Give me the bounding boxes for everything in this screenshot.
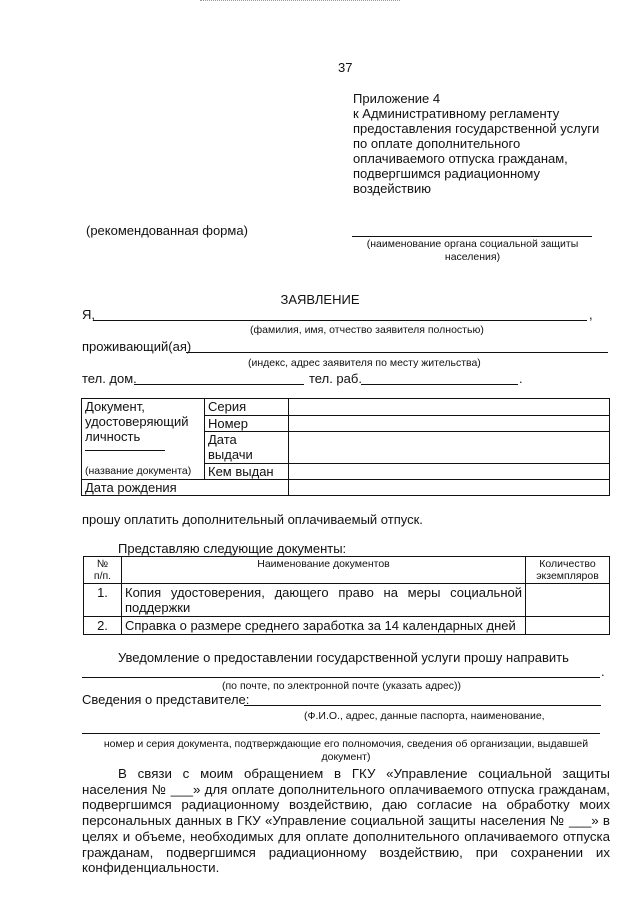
id-doc-label: личность (85, 429, 141, 444)
series-value[interactable] (289, 399, 610, 416)
consent-paragraph: В связи с моим обращением в ГКУ «Управление социальной защиты населения № ___» для оплате дополнительного оплачиваемого отпуска гражданам, подвергшимся радиационному воздействию, даю согласие на обработку моих персональных данных в ГКУ «Управление социальной защиты населения № ___» в целях и объеме, необходимых для оплате дополнительного оплачиваемого отпуска гражданам, подвергшимся радиационному воздействию, при сохранении их конфиденциальности. (82, 766, 610, 876)
address-caption: (индекс, адрес заявителя по месту жительства) (248, 357, 481, 369)
notice-text: Уведомление о предоставлении государственной услуги прошу направить (118, 650, 569, 665)
rep-caption-2 (82, 738, 610, 764)
rep-caption-1: (Ф.И.О., адрес, данные паспорта, наименование, (304, 710, 545, 722)
col-num-header-line: п/п. (93, 570, 112, 582)
col-qty-header-line: Количество (539, 558, 596, 570)
doc-name-caption: (название документа) (82, 464, 205, 480)
date-issued-value[interactable] (289, 432, 610, 464)
appendix-line: предоставления государственной услуги (353, 121, 600, 136)
birth-date-value[interactable] (289, 480, 610, 496)
row-num: 2. (84, 617, 122, 635)
number-value[interactable] (289, 416, 610, 432)
col-num-header-line: № (96, 558, 109, 570)
rep-caption-line: номер и серия документа, подтверждающие его полномочия, сведения об организации, выдавшей (103, 738, 589, 750)
phone-work-label: тел. раб. (309, 371, 362, 386)
row-doc-name: Копия удостоверения, дающего право на меры социальной поддержки (122, 584, 526, 617)
table-row (84, 584, 610, 617)
id-doc-label: Документ, (85, 399, 145, 414)
phone-end: . (519, 371, 523, 386)
number-label: Номер (205, 416, 289, 432)
col-name-header: Наименование документов (122, 557, 526, 584)
identity-document-table (81, 398, 610, 496)
id-doc-label: удостоверяющий (85, 414, 189, 429)
docs-intro: Представляю следующие документы: (118, 541, 347, 556)
row-doc-name: Справка о размере среднего заработка за 14 календарных дней (122, 617, 526, 635)
phone-work-field[interactable] (361, 384, 518, 385)
organ-name-field[interactable] (352, 236, 592, 237)
appendix-line: Приложение 4 (353, 91, 441, 106)
scan-top-mark (200, 0, 400, 5)
row-num: 1. (84, 584, 122, 617)
appendix-line: оплачиваемого отпуска гражданам, (353, 151, 568, 166)
birth-date-label: Дата рождения (82, 480, 289, 496)
col-qty-header-line: экземпляров (536, 570, 599, 582)
appendix-line: воздействию (353, 181, 431, 196)
phone-home-label: тел. дом. (82, 371, 137, 386)
notice-end: . (601, 664, 605, 679)
notice-caption: (по почте, по электронной почте (указать адрес)) (222, 680, 462, 692)
documents-table (83, 556, 610, 635)
organ-caption-line: (наименование органа социальной защиты (366, 238, 579, 250)
ya-end: , (589, 307, 593, 322)
issued-by-label: Кем выдан (205, 464, 289, 480)
ya-label: Я, (82, 307, 95, 322)
rep-field[interactable] (244, 705, 601, 706)
rep-caption-line: документ) (321, 751, 371, 763)
recommended-form-label: (рекомендованная форма) (86, 223, 248, 238)
issued-by-value[interactable] (289, 464, 610, 480)
address-field[interactable] (186, 352, 608, 353)
rep-field-2[interactable] (82, 733, 600, 734)
table-row (84, 617, 610, 635)
fio-caption: (фамилия, имя, отчество заявителя полностью) (250, 324, 484, 336)
id-doc-label-cell (82, 399, 205, 464)
residing-label: проживающий(ая) (82, 339, 192, 354)
organ-caption (340, 238, 605, 264)
fio-field[interactable] (93, 320, 587, 321)
appendix-line: к Административному регламенту (353, 106, 560, 121)
col-num-header (84, 557, 122, 584)
row-qty[interactable] (526, 584, 610, 617)
appendix-line: по оплате дополнительного (353, 136, 521, 151)
phone-home-field[interactable] (134, 384, 304, 385)
date-issued-label (205, 432, 289, 464)
appendix-line: подвергшимся радиационному (353, 166, 540, 181)
col-qty-header (526, 557, 610, 584)
rep-label: Сведения о представителе: (82, 692, 250, 707)
form-title: ЗАЯВЛЕНИЕ (280, 292, 360, 307)
request-text: прошу оплатить дополнительный оплачиваемый отпуск. (82, 512, 423, 527)
doc-name-field[interactable] (85, 450, 165, 451)
appendix-block (353, 91, 613, 196)
page-number: 37 (338, 60, 353, 75)
series-label: Серия (205, 399, 289, 416)
date-issued-label-line: выдачи (208, 447, 253, 462)
organ-caption-line: населения) (444, 251, 501, 263)
date-issued-label-line: Дата (208, 432, 237, 447)
row-qty[interactable] (526, 617, 610, 635)
notice-address-field[interactable] (82, 677, 600, 678)
